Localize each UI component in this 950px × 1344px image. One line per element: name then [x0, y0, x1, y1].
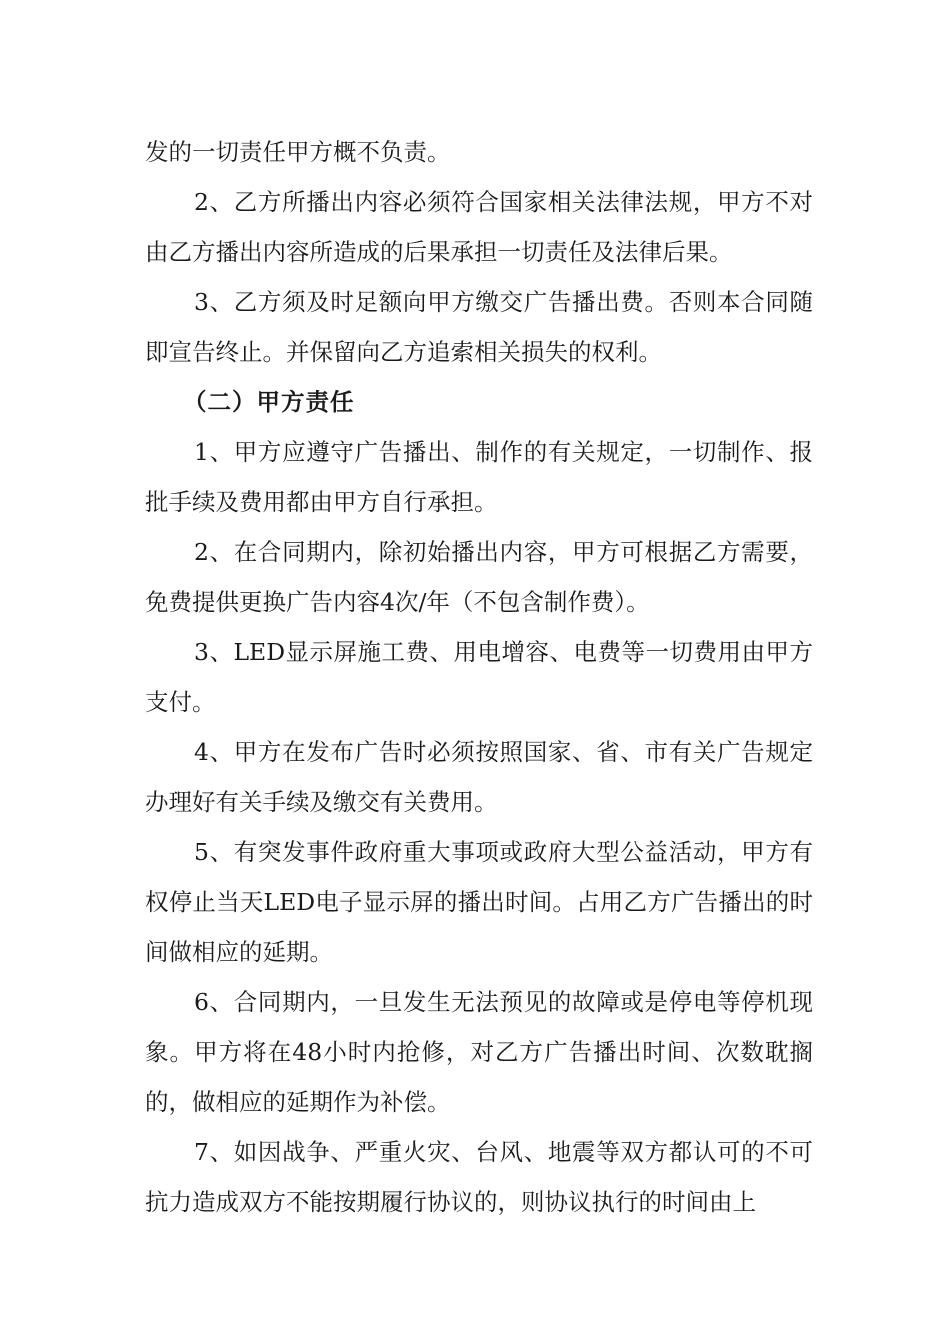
paragraph-item-2: 2、乙方所播出内容必须符合国家相关法律法规，甲方不对由乙方播出内容所造成的后果承担一切责任及法律后果。 — [145, 188, 813, 266]
paragraph-item-4: 4、甲方在发布广告时必须按照国家、省、市有关广告规定办理好有关手续及缴交有关费用。 — [145, 738, 813, 816]
paragraph-item-7: 7、如因战争、严重火灾、台风、地震等双方都认可的不可抗力造成双方不能按期履行协议的，则协议执行的时间由上 — [145, 1138, 813, 1216]
paragraph-item-5: 5、有突发事件政府重大事项或政府大型公益活动，甲方有权停止当天LED电子显示屏的播出时间。占用乙方广告播出的时间做相应的延期。 — [145, 838, 813, 966]
section-heading: （二）甲方责任 — [183, 388, 355, 416]
paragraph-item-3: 3、LED显示屏施工费、用电增容、电费等一切费用由甲方支付。 — [145, 638, 813, 716]
paragraph-item-2: 2、在合同期内，除初始播出内容，甲方可根据乙方需要，免费提供更换广告内容4次/年（不包含制作费）。 — [145, 538, 813, 616]
paragraph-continuation: 发的一切责任甲方概不负责。 — [145, 138, 451, 166]
paragraph-item-6: 6、合同期内，一旦发生无法预见的故障或是停电等停机现象。甲方将在48小时内抢修，对乙方广告播出时间、次数耽搁的，做相应的延期作为补偿。 — [145, 988, 813, 1116]
document-body — [145, 127, 813, 1227]
paragraph-item-3: 3、乙方须及时足额向甲方缴交广告播出费。否则本合同随即宣告终止。并保留向乙方追索相关损失的权利。 — [145, 288, 813, 366]
paragraph-item-1: 1、甲方应遵守广告播出、制作的有关规定，一切制作、报批手续及费用都由甲方自行承担。 — [145, 438, 813, 516]
